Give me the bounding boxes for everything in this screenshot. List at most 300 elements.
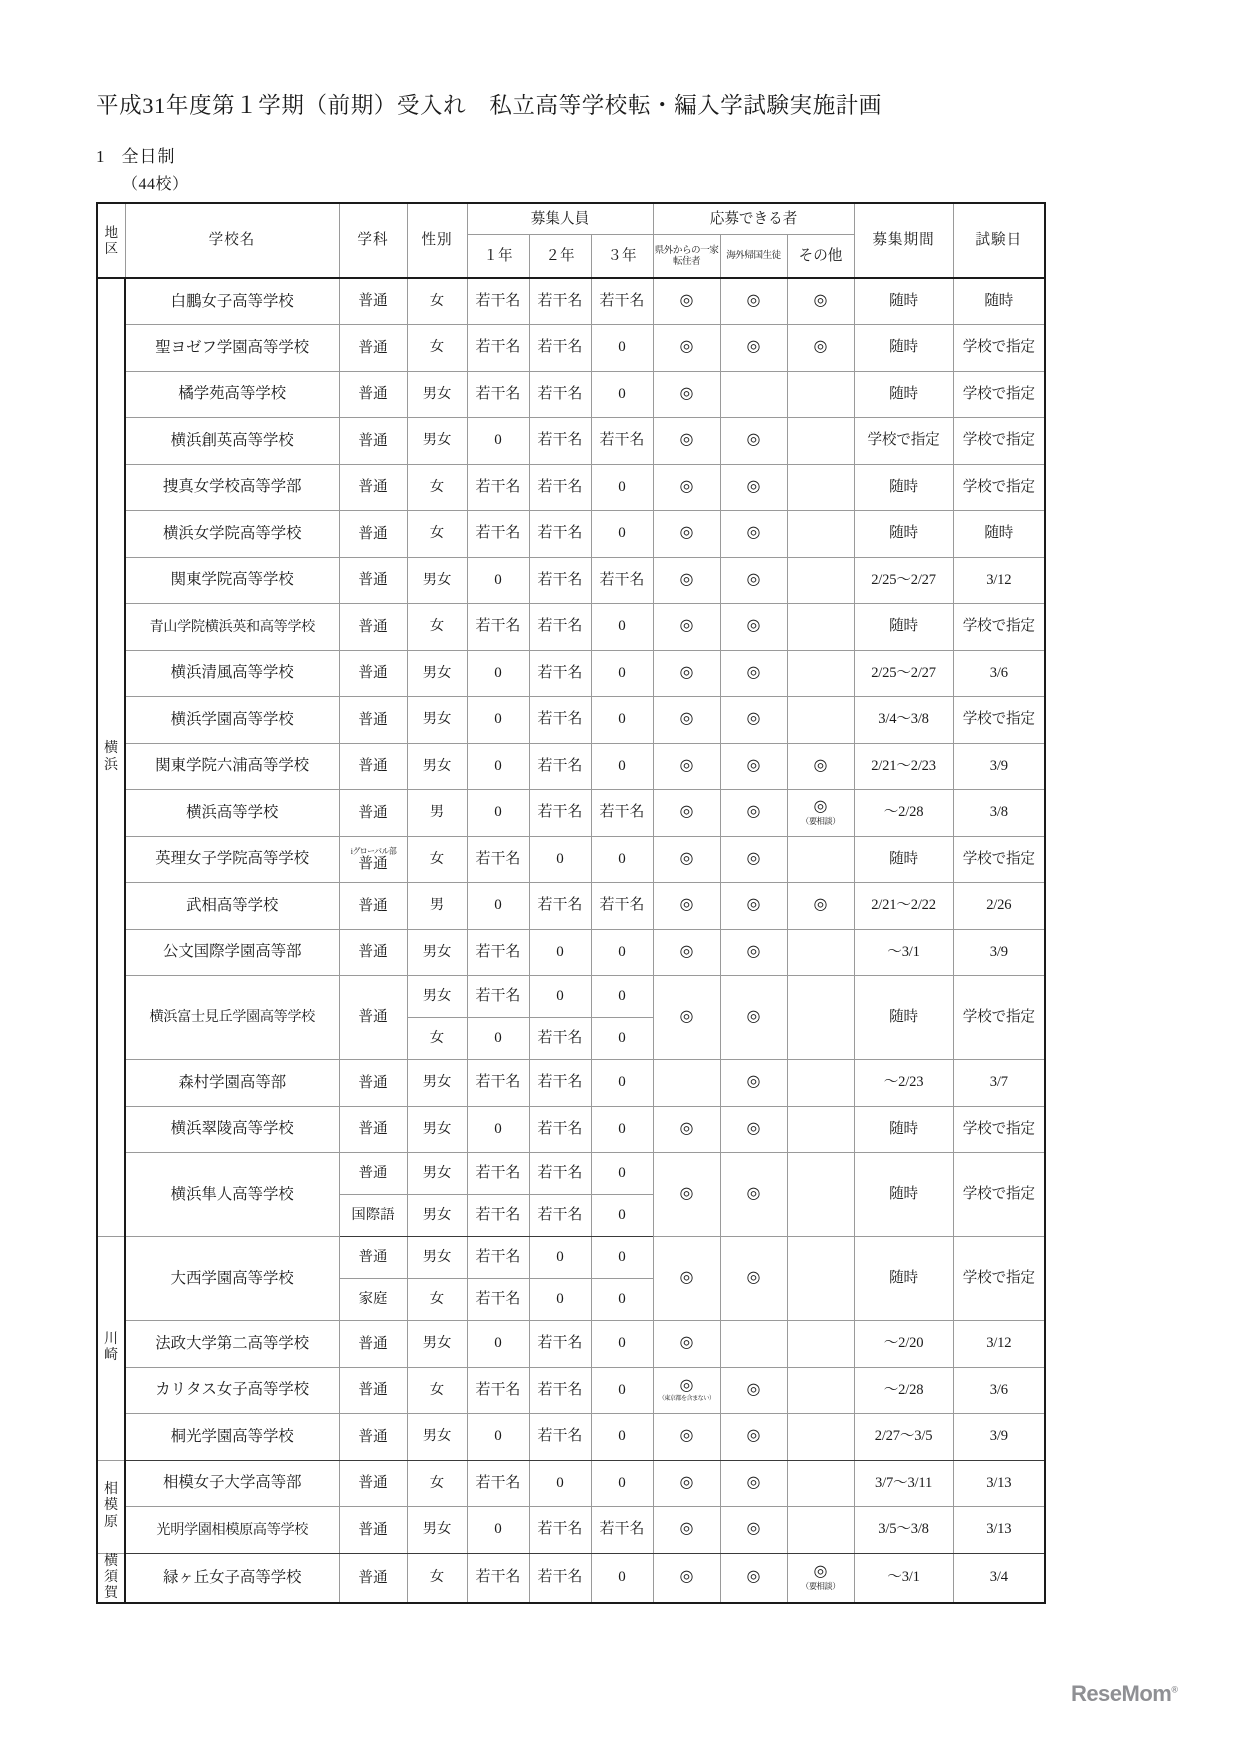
table-row: [97, 697, 1045, 744]
year1-cell: 若干名: [467, 604, 529, 651]
sex-cell: 男女: [407, 557, 467, 604]
year1-cell: 若干名: [467, 1460, 529, 1507]
table-row: [97, 1237, 1045, 1279]
period-cell: 随時: [854, 1237, 953, 1321]
sex-cell: 女: [407, 464, 467, 511]
exam-date-cell: 学校で指定: [953, 464, 1045, 511]
year1-cell: 若干名: [467, 1553, 529, 1603]
header-school: 学校名: [125, 203, 339, 278]
period-cell: 〜2/20: [854, 1321, 953, 1368]
exam-date-cell: 学校で指定: [953, 1237, 1045, 1321]
year3-cell: 0: [591, 697, 653, 744]
school-name-cell: 横浜清風高等学校: [125, 650, 339, 697]
eligible-overseas-cell: ◎: [720, 1153, 787, 1237]
eligible-overseas-cell: ◎: [720, 1237, 787, 1321]
school-name-cell: 橘学苑高等学校: [125, 371, 339, 418]
table-header: [97, 203, 1045, 278]
table-row: [97, 976, 1045, 1018]
period-cell: 2/25〜2/27: [854, 557, 953, 604]
eligible-other-cell: [787, 1060, 854, 1107]
eligible-overseas-cell: ◎: [720, 278, 787, 325]
year2-cell: 若干名: [529, 1414, 591, 1461]
header-capacity-group: 募集人員: [467, 203, 653, 235]
eligible-other-cell: [787, 1367, 854, 1414]
eligible-overseas-cell: ◎: [720, 1106, 787, 1153]
year3-cell: 若干名: [591, 1507, 653, 1554]
department-cell: 家庭: [339, 1279, 407, 1321]
sex-cell: 女: [407, 1279, 467, 1321]
year3-cell: 0: [591, 1018, 653, 1060]
year1-cell: 若干名: [467, 1195, 529, 1237]
table-row: [97, 1106, 1045, 1153]
department-cell: 普通: [339, 790, 407, 837]
year1-cell: 若干名: [467, 464, 529, 511]
year1-cell: 0: [467, 743, 529, 790]
table-row: [97, 371, 1045, 418]
period-cell: 随時: [854, 1106, 953, 1153]
sex-cell: 男女: [407, 1106, 467, 1153]
sex-cell: 男女: [407, 371, 467, 418]
exam-date-cell: 学校で指定: [953, 325, 1045, 372]
year2-cell: 若干名: [529, 883, 591, 930]
table-row: [97, 464, 1045, 511]
eligible-transfer-cell: ◎: [653, 1237, 720, 1321]
department-cell: 普通: [339, 278, 407, 325]
school-name-cell: 武相高等学校: [125, 883, 339, 930]
eligible-transfer-cell: ◎: [653, 650, 720, 697]
table-row: [97, 511, 1045, 558]
section-label: 全日制: [121, 147, 176, 166]
period-cell: 3/7〜3/11: [854, 1460, 953, 1507]
department-cell: 普通: [339, 557, 407, 604]
table-row: [97, 1460, 1045, 1507]
period-cell: 〜2/28: [854, 1367, 953, 1414]
exam-date-cell: 随時: [953, 511, 1045, 558]
department-cell: iグローバル部 普通: [339, 836, 407, 883]
sex-cell: 女: [407, 325, 467, 372]
sex-cell: 男女: [407, 697, 467, 744]
period-cell: 学校で指定: [854, 418, 953, 465]
header-eligible-other: その他: [787, 235, 854, 279]
school-name-cell: 聖ヨゼフ学園高等学校: [125, 325, 339, 372]
eligible-transfer-cell: ◎: [653, 418, 720, 465]
school-name-cell: 緑ヶ丘女子高等学校: [125, 1553, 339, 1603]
year1-cell: 若干名: [467, 1279, 529, 1321]
period-cell: 随時: [854, 604, 953, 651]
table-row: [97, 743, 1045, 790]
school-name-cell: 青山学院横浜英和高等学校: [125, 604, 339, 651]
eligible-transfer-cell: ◎: [653, 836, 720, 883]
year3-cell: 若干名: [591, 790, 653, 837]
eligible-transfer-cell: ◎: [653, 278, 720, 325]
year2-cell: 0: [529, 976, 591, 1018]
sex-cell: 男女: [407, 1507, 467, 1554]
year2-cell: 若干名: [529, 1321, 591, 1368]
eligible-transfer-cell: ◎: [653, 1153, 720, 1237]
eligible-other-cell: [787, 1237, 854, 1321]
department-cell: 普通: [339, 1553, 407, 1603]
year3-cell: 0: [591, 371, 653, 418]
eligible-overseas-cell: ◎: [720, 836, 787, 883]
year3-cell: 若干名: [591, 418, 653, 465]
year2-cell: 0: [529, 1460, 591, 1507]
year2-cell: 若干名: [529, 1553, 591, 1603]
eligible-transfer-cell: ◎: [653, 1414, 720, 1461]
header-period: 募集期間: [854, 203, 953, 278]
sex-cell: 男: [407, 790, 467, 837]
eligible-transfer-cell: ◎: [653, 464, 720, 511]
period-cell: 3/4〜3/8: [854, 697, 953, 744]
year2-cell: 若干名: [529, 1106, 591, 1153]
year2-cell: 0: [529, 836, 591, 883]
eligible-other-cell: [787, 697, 854, 744]
year3-cell: 0: [591, 1106, 653, 1153]
department-cell: 普通: [339, 464, 407, 511]
year3-cell: 0: [591, 511, 653, 558]
year1-cell: 若干名: [467, 1367, 529, 1414]
year2-cell: 若干名: [529, 325, 591, 372]
exam-date-cell: 3/4: [953, 1553, 1045, 1603]
school-name-cell: 法政大学第二高等学校: [125, 1321, 339, 1368]
department-cell: 普通: [339, 371, 407, 418]
table-row: [97, 883, 1045, 930]
eligible-transfer-cell: ◎: [653, 929, 720, 976]
header-exam-date: 試験日: [953, 203, 1045, 278]
eligible-transfer-cell: ◎: [653, 511, 720, 558]
school-name-cell: 横浜創英高等学校: [125, 418, 339, 465]
eligible-other-cell: ◎: [787, 743, 854, 790]
year1-cell: 0: [467, 1321, 529, 1368]
sex-cell: 男女: [407, 1237, 467, 1279]
eligible-other-cell: ◎: [787, 883, 854, 930]
year1-cell: 若干名: [467, 1153, 529, 1195]
year3-cell: 0: [591, 1195, 653, 1237]
year3-cell: 0: [591, 1460, 653, 1507]
period-cell: 〜3/1: [854, 1553, 953, 1603]
department-cell: 普通: [339, 1414, 407, 1461]
school-name-cell: 捜真女学校高等学部: [125, 464, 339, 511]
year3-cell: 0: [591, 1321, 653, 1368]
period-cell: 〜3/1: [854, 929, 953, 976]
exam-date-cell: 学校で指定: [953, 1106, 1045, 1153]
exam-date-cell: 随時: [953, 278, 1045, 325]
year2-cell: 若干名: [529, 790, 591, 837]
year1-cell: 0: [467, 1414, 529, 1461]
exam-date-cell: 3/13: [953, 1507, 1045, 1554]
period-cell: 2/21〜2/23: [854, 743, 953, 790]
exam-date-cell: 3/12: [953, 1321, 1045, 1368]
table-row: [97, 1153, 1045, 1195]
eligible-other-cell: ◎ （要相談）: [787, 790, 854, 837]
header-year3: ３年: [591, 235, 653, 279]
eligible-other-cell: [787, 1460, 854, 1507]
school-name-cell: 関東学院六浦高等学校: [125, 743, 339, 790]
eligible-overseas-cell: [720, 1321, 787, 1368]
sex-cell: 女: [407, 604, 467, 651]
year2-cell: 若干名: [529, 418, 591, 465]
eligible-overseas-cell: ◎: [720, 418, 787, 465]
area-cell-相模原: 相 模 原: [97, 1460, 125, 1553]
year1-cell: 若干名: [467, 1237, 529, 1279]
department-cell: 普通: [339, 1106, 407, 1153]
exam-date-cell: 2/26: [953, 883, 1045, 930]
school-name-cell: 横浜高等学校: [125, 790, 339, 837]
eligible-overseas-cell: [720, 371, 787, 418]
school-name-cell: 横浜学園高等学校: [125, 697, 339, 744]
department-cell: 普通: [339, 1367, 407, 1414]
sex-cell: 男女: [407, 743, 467, 790]
period-cell: 〜2/23: [854, 1060, 953, 1107]
area-cell-川崎: 川 崎: [97, 1237, 125, 1461]
exam-date-cell: 3/8: [953, 790, 1045, 837]
year3-cell: 0: [591, 604, 653, 651]
department-cell: 普通: [339, 650, 407, 697]
school-name-cell: 横浜隼人高等学校: [125, 1153, 339, 1237]
year2-cell: 若干名: [529, 604, 591, 651]
year1-cell: 若干名: [467, 325, 529, 372]
sex-cell: 男女: [407, 418, 467, 465]
exam-date-cell: 3/7: [953, 1060, 1045, 1107]
sex-cell: 女: [407, 1460, 467, 1507]
year3-cell: 0: [591, 650, 653, 697]
exam-date-cell: 3/6: [953, 1367, 1045, 1414]
department-cell: 普通: [339, 325, 407, 372]
year1-cell: 若干名: [467, 1060, 529, 1107]
department-cell: 普通: [339, 1507, 407, 1554]
eligible-other-cell: ◎: [787, 325, 854, 372]
eligible-transfer-cell: ◎: [653, 1321, 720, 1368]
exam-date-cell: 3/9: [953, 1414, 1045, 1461]
sex-cell: 女: [407, 1553, 467, 1603]
year1-cell: 0: [467, 1106, 529, 1153]
year3-cell: 0: [591, 1367, 653, 1414]
eligible-overseas-cell: ◎: [720, 1414, 787, 1461]
department-cell: 普通: [339, 1237, 407, 1279]
year1-cell: 0: [467, 1018, 529, 1060]
school-name-cell: 白鵬女子高等学校: [125, 278, 339, 325]
year2-cell: 若干名: [529, 464, 591, 511]
eligible-other-cell: [787, 1507, 854, 1554]
year1-cell: 0: [467, 883, 529, 930]
year3-cell: 0: [591, 464, 653, 511]
year2-cell: 若干名: [529, 278, 591, 325]
header-eligible-overseas: 海外帰国生徒: [720, 235, 787, 279]
section-number: 1: [96, 147, 106, 166]
department-cell: 普通: [339, 976, 407, 1060]
year2-cell: 若干名: [529, 650, 591, 697]
header-eligible-group: 応募できる者: [653, 203, 854, 235]
department-cell: 普通: [339, 1321, 407, 1368]
year2-cell: 若干名: [529, 1367, 591, 1414]
sex-cell: 女: [407, 1367, 467, 1414]
school-name-cell: 大西学園高等学校: [125, 1237, 339, 1321]
transfer-exam-plan-table: [96, 202, 1046, 1604]
year1-cell: 若干名: [467, 278, 529, 325]
year1-cell: 若干名: [467, 371, 529, 418]
area-cell-横浜: 横 浜: [97, 278, 125, 1237]
school-name-cell: 森村学園高等部: [125, 1060, 339, 1107]
eligible-transfer-cell: ◎: [653, 325, 720, 372]
year3-cell: 0: [591, 1237, 653, 1279]
year3-cell: 0: [591, 1060, 653, 1107]
table-row: [97, 418, 1045, 465]
year1-cell: 0: [467, 418, 529, 465]
table-body: [97, 278, 1045, 1603]
eligible-other-cell: [787, 929, 854, 976]
table-row: [97, 325, 1045, 372]
period-cell: 随時: [854, 976, 953, 1060]
sex-cell: 男女: [407, 1414, 467, 1461]
school-name-cell: 英理女子学院高等学校: [125, 836, 339, 883]
header-eligible-transfer: 県外からの一家転住者: [653, 235, 720, 279]
exam-date-cell: 学校で指定: [953, 697, 1045, 744]
sex-cell: 男女: [407, 929, 467, 976]
sex-cell: 男女: [407, 1060, 467, 1107]
eligible-other-cell: [787, 836, 854, 883]
resemom-logo: ReseMom®: [1070, 1681, 1178, 1706]
year2-cell: 若干名: [529, 1060, 591, 1107]
school-name-cell: 光明学園相模原高等学校: [125, 1507, 339, 1554]
department-cell: 普通: [339, 418, 407, 465]
year2-cell: 若干名: [529, 371, 591, 418]
year3-cell: 若干名: [591, 278, 653, 325]
exam-date-cell: 3/12: [953, 557, 1045, 604]
eligible-transfer-cell: ◎: [653, 790, 720, 837]
year3-cell: 若干名: [591, 557, 653, 604]
header-area: 地 区: [97, 203, 125, 278]
table-row: [97, 557, 1045, 604]
table-row: [97, 604, 1045, 651]
eligible-transfer-cell: ◎: [653, 557, 720, 604]
table-row: [97, 1507, 1045, 1554]
year2-cell: 0: [529, 929, 591, 976]
period-cell: 2/27〜3/5: [854, 1414, 953, 1461]
table-row: [97, 1414, 1045, 1461]
eligible-other-cell: [787, 371, 854, 418]
year1-cell: 0: [467, 1507, 529, 1554]
period-cell: 随時: [854, 371, 953, 418]
eligible-transfer-cell: ◎ （東京都を含まない）: [653, 1367, 720, 1414]
header-sex: 性別: [407, 203, 467, 278]
sex-cell: 男女: [407, 1153, 467, 1195]
year3-cell: 0: [591, 1414, 653, 1461]
eligible-transfer-cell: ◎: [653, 743, 720, 790]
period-cell: 随時: [854, 325, 953, 372]
period-cell: 随時: [854, 511, 953, 558]
year2-cell: 若干名: [529, 1018, 591, 1060]
year3-cell: 0: [591, 325, 653, 372]
school-count: （44校）: [122, 176, 189, 193]
eligible-overseas-cell: ◎: [720, 697, 787, 744]
eligible-other-cell: [787, 1106, 854, 1153]
period-cell: 3/5〜3/8: [854, 1507, 953, 1554]
eligible-other-cell: [787, 511, 854, 558]
eligible-overseas-cell: ◎: [720, 1367, 787, 1414]
sex-cell: 男女: [407, 650, 467, 697]
eligible-overseas-cell: ◎: [720, 1507, 787, 1554]
year2-cell: 0: [529, 1237, 591, 1279]
period-cell: 随時: [854, 464, 953, 511]
school-name-cell: 関東学院高等学校: [125, 557, 339, 604]
year2-cell: 0: [529, 1279, 591, 1321]
eligible-overseas-cell: ◎: [720, 929, 787, 976]
year3-cell: 0: [591, 1279, 653, 1321]
eligible-overseas-cell: ◎: [720, 790, 787, 837]
period-cell: 2/21〜2/22: [854, 883, 953, 930]
eligible-other-cell: [787, 1321, 854, 1368]
period-cell: 随時: [854, 278, 953, 325]
sex-cell: 女: [407, 1018, 467, 1060]
eligible-other-cell: [787, 650, 854, 697]
eligible-other-cell: ◎: [787, 278, 854, 325]
year3-cell: 0: [591, 929, 653, 976]
sex-cell: 女: [407, 511, 467, 558]
eligible-transfer-cell: ◎: [653, 976, 720, 1060]
year2-cell: 若干名: [529, 557, 591, 604]
eligible-transfer-cell: [653, 1060, 720, 1107]
eligible-transfer-cell: ◎: [653, 1507, 720, 1554]
exam-date-cell: 学校で指定: [953, 418, 1045, 465]
eligible-other-cell: [787, 604, 854, 651]
eligible-other-cell: ◎ （要相談）: [787, 1553, 854, 1603]
year1-cell: 若干名: [467, 929, 529, 976]
table-row: [97, 929, 1045, 976]
year3-cell: 0: [591, 1553, 653, 1603]
eligible-other-cell: [787, 464, 854, 511]
year2-cell: 若干名: [529, 1507, 591, 1554]
table-row: [97, 278, 1045, 325]
school-name-cell: 公文国際学園高等部: [125, 929, 339, 976]
exam-date-cell: 学校で指定: [953, 836, 1045, 883]
period-cell: 随時: [854, 1153, 953, 1237]
eligible-overseas-cell: ◎: [720, 464, 787, 511]
exam-date-cell: 学校で指定: [953, 976, 1045, 1060]
school-name-cell: 横浜翠陵高等学校: [125, 1106, 339, 1153]
year3-cell: 0: [591, 976, 653, 1018]
table-row: [97, 1321, 1045, 1368]
eligible-other-cell: [787, 1153, 854, 1237]
year1-cell: 若干名: [467, 836, 529, 883]
department-cell: 普通: [339, 604, 407, 651]
sex-cell: 男: [407, 883, 467, 930]
eligible-other-cell: [787, 1414, 854, 1461]
section-heading: [96, 142, 1240, 167]
exam-date-cell: 3/9: [953, 743, 1045, 790]
department-cell: 普通: [339, 1460, 407, 1507]
department-cell: 普通: [339, 697, 407, 744]
exam-date-cell: 3/6: [953, 650, 1045, 697]
eligible-transfer-cell: ◎: [653, 883, 720, 930]
eligible-transfer-cell: ◎: [653, 604, 720, 651]
header-year1: １年: [467, 235, 529, 279]
table-row: [97, 1060, 1045, 1107]
eligible-transfer-cell: ◎: [653, 1553, 720, 1603]
school-name-cell: 横浜富士見丘学園高等学校: [125, 976, 339, 1060]
department-cell: 普通: [339, 743, 407, 790]
eligible-overseas-cell: ◎: [720, 650, 787, 697]
eligible-other-cell: [787, 557, 854, 604]
exam-date-cell: 学校で指定: [953, 371, 1045, 418]
area-cell-横須賀: 横 須 賀: [97, 1553, 125, 1603]
school-name-cell: カリタス女子高等学校: [125, 1367, 339, 1414]
year1-cell: 0: [467, 650, 529, 697]
school-name-cell: 横浜女学院高等学校: [125, 511, 339, 558]
exam-date-cell: 学校で指定: [953, 1153, 1045, 1237]
sex-cell: 男女: [407, 1321, 467, 1368]
eligible-transfer-cell: ◎: [653, 1460, 720, 1507]
department-cell: 普通: [339, 883, 407, 930]
year1-cell: 0: [467, 697, 529, 744]
